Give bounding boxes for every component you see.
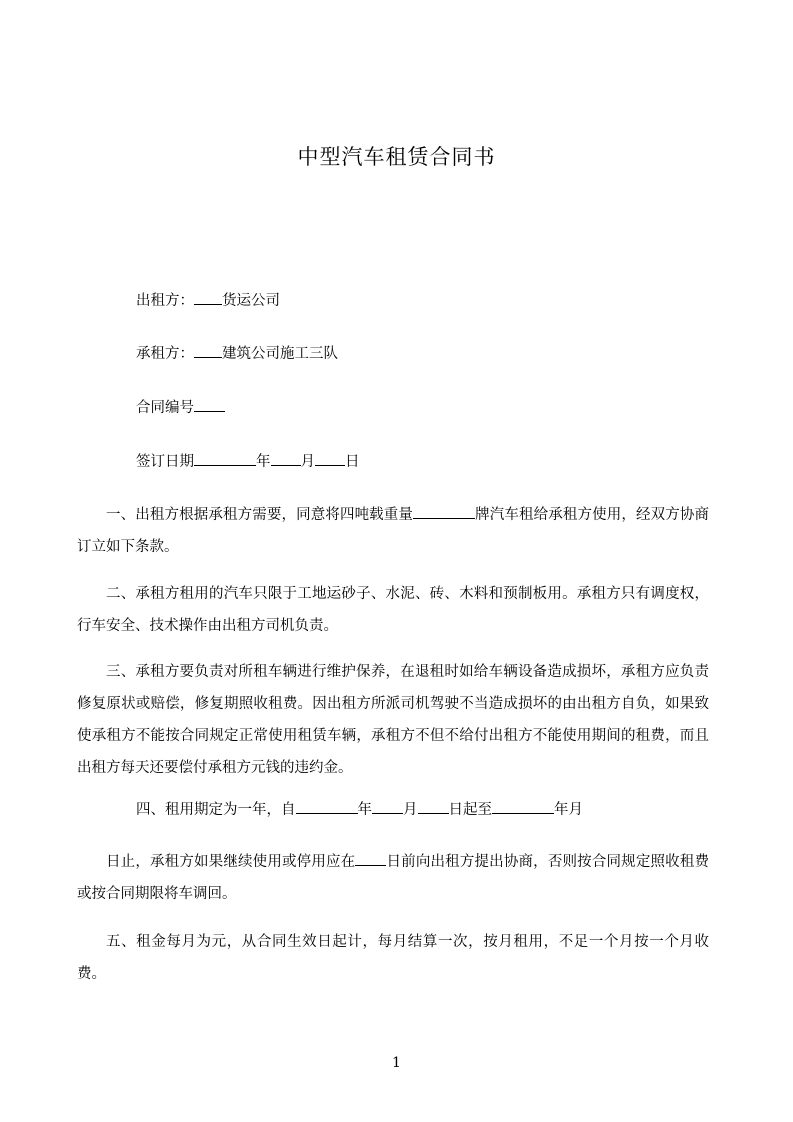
month-label: 月 bbox=[300, 454, 315, 470]
blank-line bbox=[194, 290, 222, 305]
blank-line bbox=[296, 799, 358, 814]
lessor-value: 货运公司 bbox=[222, 293, 280, 309]
clause-2 bbox=[77, 578, 709, 642]
year-label: 年 bbox=[256, 454, 271, 470]
clause-4-text-b: 日起至 bbox=[448, 802, 492, 818]
sign-date-label: 签订日期 bbox=[136, 454, 194, 470]
blank-line bbox=[271, 451, 301, 466]
clause-5 bbox=[77, 926, 709, 990]
clause-1 bbox=[77, 499, 709, 563]
contract-number-line bbox=[136, 397, 225, 419]
sign-date-line bbox=[136, 451, 360, 473]
blank-line bbox=[418, 799, 449, 814]
clause-4 bbox=[136, 799, 583, 821]
lessor-line bbox=[136, 290, 280, 312]
blank-line bbox=[315, 451, 345, 466]
contract-number-label: 合同编号 bbox=[136, 400, 194, 416]
clause-3-text: 三、承租方要负责对所租车辆进行维护保养，在退租时如给车辆设备造成损坏，承租方应负责修复原状或赔偿，修复期照收租费。因出租方所派司机驾驶不当造成损坏的由出租方自负，如果致使承租方不能按合同规定正常使用租赁车辆，承租方不但不给付出租方不能使用期间的租费，而且出租方每天还要偿付承租方元钱的违约金。 bbox=[77, 664, 709, 776]
lessee-value: 建筑公司施工三队 bbox=[222, 346, 338, 362]
lessee-label: 承租方： bbox=[136, 346, 194, 362]
clause-4-year: 年 bbox=[357, 802, 372, 818]
clause-4-text-c: 年月 bbox=[554, 802, 583, 818]
clause-4-month: 月 bbox=[403, 802, 418, 818]
clause-4-cont-text-a: 日止，承租方如果继续使用或停用应在 bbox=[106, 854, 356, 870]
clause-4-text-a: 四、租用期定为一年，自 bbox=[136, 802, 296, 818]
page-number: 1 bbox=[392, 1055, 401, 1071]
clause-2-text: 二、承租方租用的汽车只限于工地运砂子、水泥、砖、木料和预制板用。承租方只有调度权，行车安全、技术操作由出租方司机负责。 bbox=[77, 586, 709, 634]
blank-line bbox=[413, 504, 475, 519]
blank-line bbox=[194, 451, 256, 466]
clause-5-text: 五、租金每月为元，从合同生效日起计，每月结算一次，按月租用，不足一个月按一个月收费。 bbox=[77, 934, 709, 982]
clause-4-cont-text-b: 日前向出租方提出协商，否则按合同规定照收租费或按合同期限将车调回。 bbox=[77, 854, 710, 902]
document-title: 中型汽车租赁合同书 bbox=[297, 145, 496, 169]
blank-line bbox=[194, 397, 225, 412]
lessee-line bbox=[136, 343, 338, 365]
clause-3 bbox=[77, 656, 709, 784]
clause-1-text-a: 一、出租方根据承租方需要，同意将四吨载重量 bbox=[106, 507, 414, 523]
blank-line bbox=[372, 799, 403, 814]
clause-1-text-b: 牌汽车租给承租方使用，经双方协商订立如下条款。 bbox=[77, 507, 710, 555]
clause-4-continued bbox=[77, 846, 709, 910]
day-label: 日 bbox=[345, 454, 360, 470]
blank-line bbox=[194, 343, 222, 358]
blank-line bbox=[355, 851, 386, 866]
lessor-label: 出租方： bbox=[136, 293, 194, 309]
blank-line bbox=[492, 799, 554, 814]
